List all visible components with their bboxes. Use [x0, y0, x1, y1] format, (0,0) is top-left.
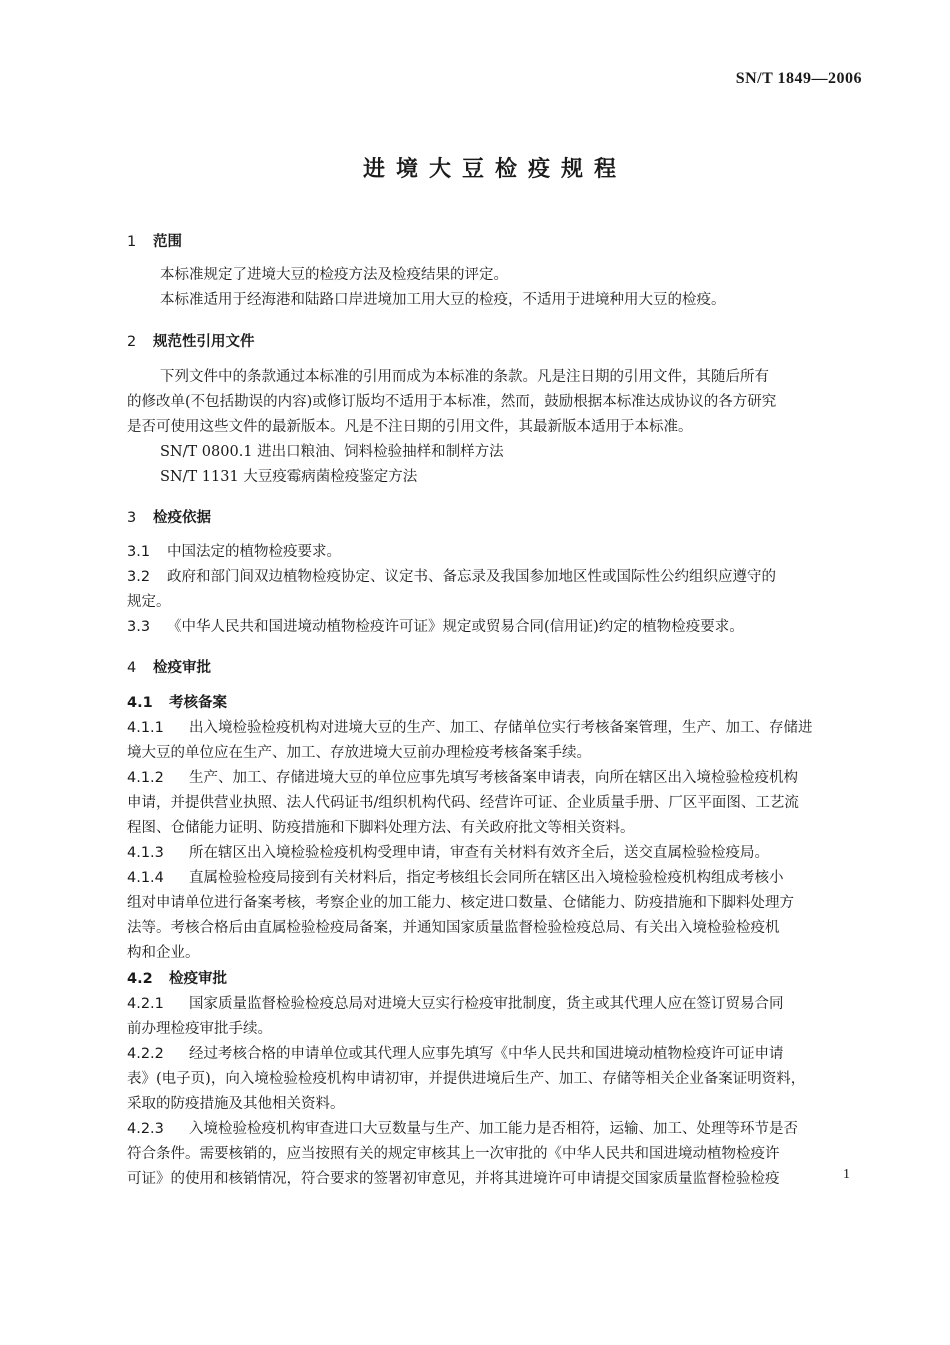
clause — [127, 1042, 813, 1067]
clause-number: 3.2 — [127, 569, 151, 585]
document-title: 进境大豆检疫规程 — [362, 156, 627, 182]
clause — [127, 1117, 813, 1142]
clause-text: 直属检验检疫局接到有关材料后，指定考核组长会同所在辖区出入境检验检疫机构组成考核小 — [189, 870, 784, 886]
text-line: 符合条件。需要核销的，应当按照有关的规定审核其上一次审批的《中华人民共和国进境动植物检疫许 — [127, 1146, 780, 1162]
paragraph: 本标准适用于经海港和陆路口岸进境加工用大豆的检疫，不适用于进境种用大豆的检疫。 — [160, 292, 726, 308]
section-1-heading — [127, 230, 182, 251]
text-line: 可证》的使用和核销情况，符合要求的签署初审意见，并将其进境许可申请提交国家质量监督检验检疫 — [127, 1171, 780, 1187]
text-line: 法等。考核合格后由直属检验检疫局备案，并通知国家质量监督检验检疫总局、有关出入境检验检疫机 — [127, 920, 780, 936]
section-title: 检疫依据 — [153, 509, 211, 526]
clause-text: 经过考核合格的申请单位或其代理人应事先填写《中华人民共和国进境动植物检疫许可证申请 — [189, 1046, 784, 1062]
section-2-body — [127, 365, 776, 490]
clause-text: 出入境检验检疫机构对进境大豆的生产、加工、存储单位实行考核备案管理，生产、加工、存储进 — [189, 720, 813, 736]
section-3-heading — [127, 506, 211, 527]
clause-number: 4.2.3 — [127, 1121, 164, 1137]
clause-number: 4.1.2 — [127, 770, 164, 786]
clause-text: 生产、加工、存储进境大豆的单位应事先填写考核备案申请表，向所在辖区出入境检验检疫机构 — [189, 770, 798, 786]
section-number: 1 — [127, 234, 137, 250]
section-1-body — [160, 263, 726, 313]
paragraph: 本标准规定了进境大豆的检疫方法及检疫结果的评定。 — [160, 267, 508, 283]
clause-number: 4.1.4 — [127, 870, 164, 886]
section-number: 4 — [127, 660, 137, 676]
reference-item: SN/T 0800.1 进出口粮油、饲料检验抽样和制样方法 — [160, 444, 504, 460]
clause-number: 4.1.1 — [127, 720, 164, 736]
text-line: 表》(电子页)，向入境检验检疫机构申请初审，并提供进境后生产、加工、存储等相关企业备案证明资料， — [127, 1071, 806, 1087]
clause-number: 4.2.1 — [127, 996, 164, 1012]
clause — [127, 716, 813, 741]
subsection-heading — [127, 966, 813, 992]
clause — [127, 766, 813, 791]
reference-item: SN/T 1131 大豆疫霉病菌检疫鉴定方法 — [160, 469, 418, 485]
clause-number: 4.2.2 — [127, 1046, 164, 1062]
subsection-title: 检疫审批 — [169, 970, 227, 987]
text-line: 规定。 — [127, 594, 171, 610]
section-4-heading — [127, 656, 211, 677]
text-line: 是否可使用这些文件的最新版本。凡是不注日期的引用文件，其最新版本适用于本标准。 — [127, 419, 693, 435]
text-line: 构和企业。 — [127, 945, 200, 961]
text-line: 境大豆的单位应在生产、加工、存放进境大豆前办理检疫考核备案手续。 — [127, 745, 591, 761]
text-line: 组对申请单位进行备案考核，考察企业的加工能力、核定进口数量、仓储能力、防疫措施和下脚料处理方 — [127, 895, 794, 911]
section-2-heading — [127, 330, 255, 351]
text-line: 申请，并提供营业执照、法人代码证书/组织机构代码、经营许可证、企业质量手册、厂区平面图、工艺流 — [127, 795, 799, 811]
section-3-body — [127, 540, 776, 640]
clause-text: 中国法定的植物检疫要求。 — [167, 544, 341, 560]
section-number: 2 — [127, 334, 137, 350]
clause — [127, 565, 776, 590]
section-4-body — [127, 690, 813, 1192]
clause-text: 政府和部门间双边植物检疫协定、议定书、备忘录及我国参加地区性或国际性公约组织应遵守的 — [167, 569, 776, 585]
section-number: 3 — [127, 510, 137, 526]
clause-text: 所在辖区出入境检验检疫机构受理申请，审查有关材料有效齐全后，送交直属检验检疫局。 — [189, 845, 769, 861]
page-number: 1 — [843, 1167, 850, 1182]
clause — [127, 841, 813, 866]
clause-number: 4.1.3 — [127, 845, 164, 861]
subsection-number: 4.1 — [127, 695, 153, 711]
clause — [127, 615, 776, 640]
clause — [127, 866, 813, 891]
section-title: 规范性引用文件 — [153, 333, 255, 350]
clause-text: 国家质量监督检验检疫总局对进境大豆实行检疫审批制度，货主或其代理人应在签订贸易合同 — [189, 996, 784, 1012]
text-line: 前办理检疫审批手续。 — [127, 1021, 272, 1037]
clause-text: 《中华人民共和国进境动植物检疫许可证》规定或贸易合同(信用证)约定的植物检疫要求。 — [167, 619, 744, 635]
clause-number: 3.1 — [127, 544, 151, 560]
text-line: 下列文件中的条款通过本标准的引用而成为本标准的条款。凡是注日期的引用文件，其随后所有 — [160, 369, 769, 385]
section-title: 检疫审批 — [153, 659, 211, 676]
text-line: 的修改单(不包括勘误的内容)或修订版均不适用于本标准，然而，鼓励根据本标准达成协议的各方研究 — [127, 394, 777, 410]
clause-number: 3.3 — [127, 619, 151, 635]
section-title: 范围 — [153, 233, 182, 250]
subsection-number: 4.2 — [127, 971, 153, 987]
subsection-title: 考核备案 — [169, 694, 227, 711]
clause — [127, 540, 776, 565]
clause-text: 入境检验检疫机构审查进口大豆数量与生产、加工能力是否相符，运输、加工、处理等环节是否 — [189, 1121, 798, 1137]
text-line: 采取的防疫措施及其他相关资料。 — [127, 1096, 345, 1112]
standard-number: SN/T 1849—2006 — [735, 70, 862, 87]
subsection-heading — [127, 690, 813, 716]
text-line: 程图、仓储能力证明、防疫措施和下脚料处理方法、有关政府批文等相关资料。 — [127, 820, 635, 836]
clause — [127, 992, 813, 1017]
